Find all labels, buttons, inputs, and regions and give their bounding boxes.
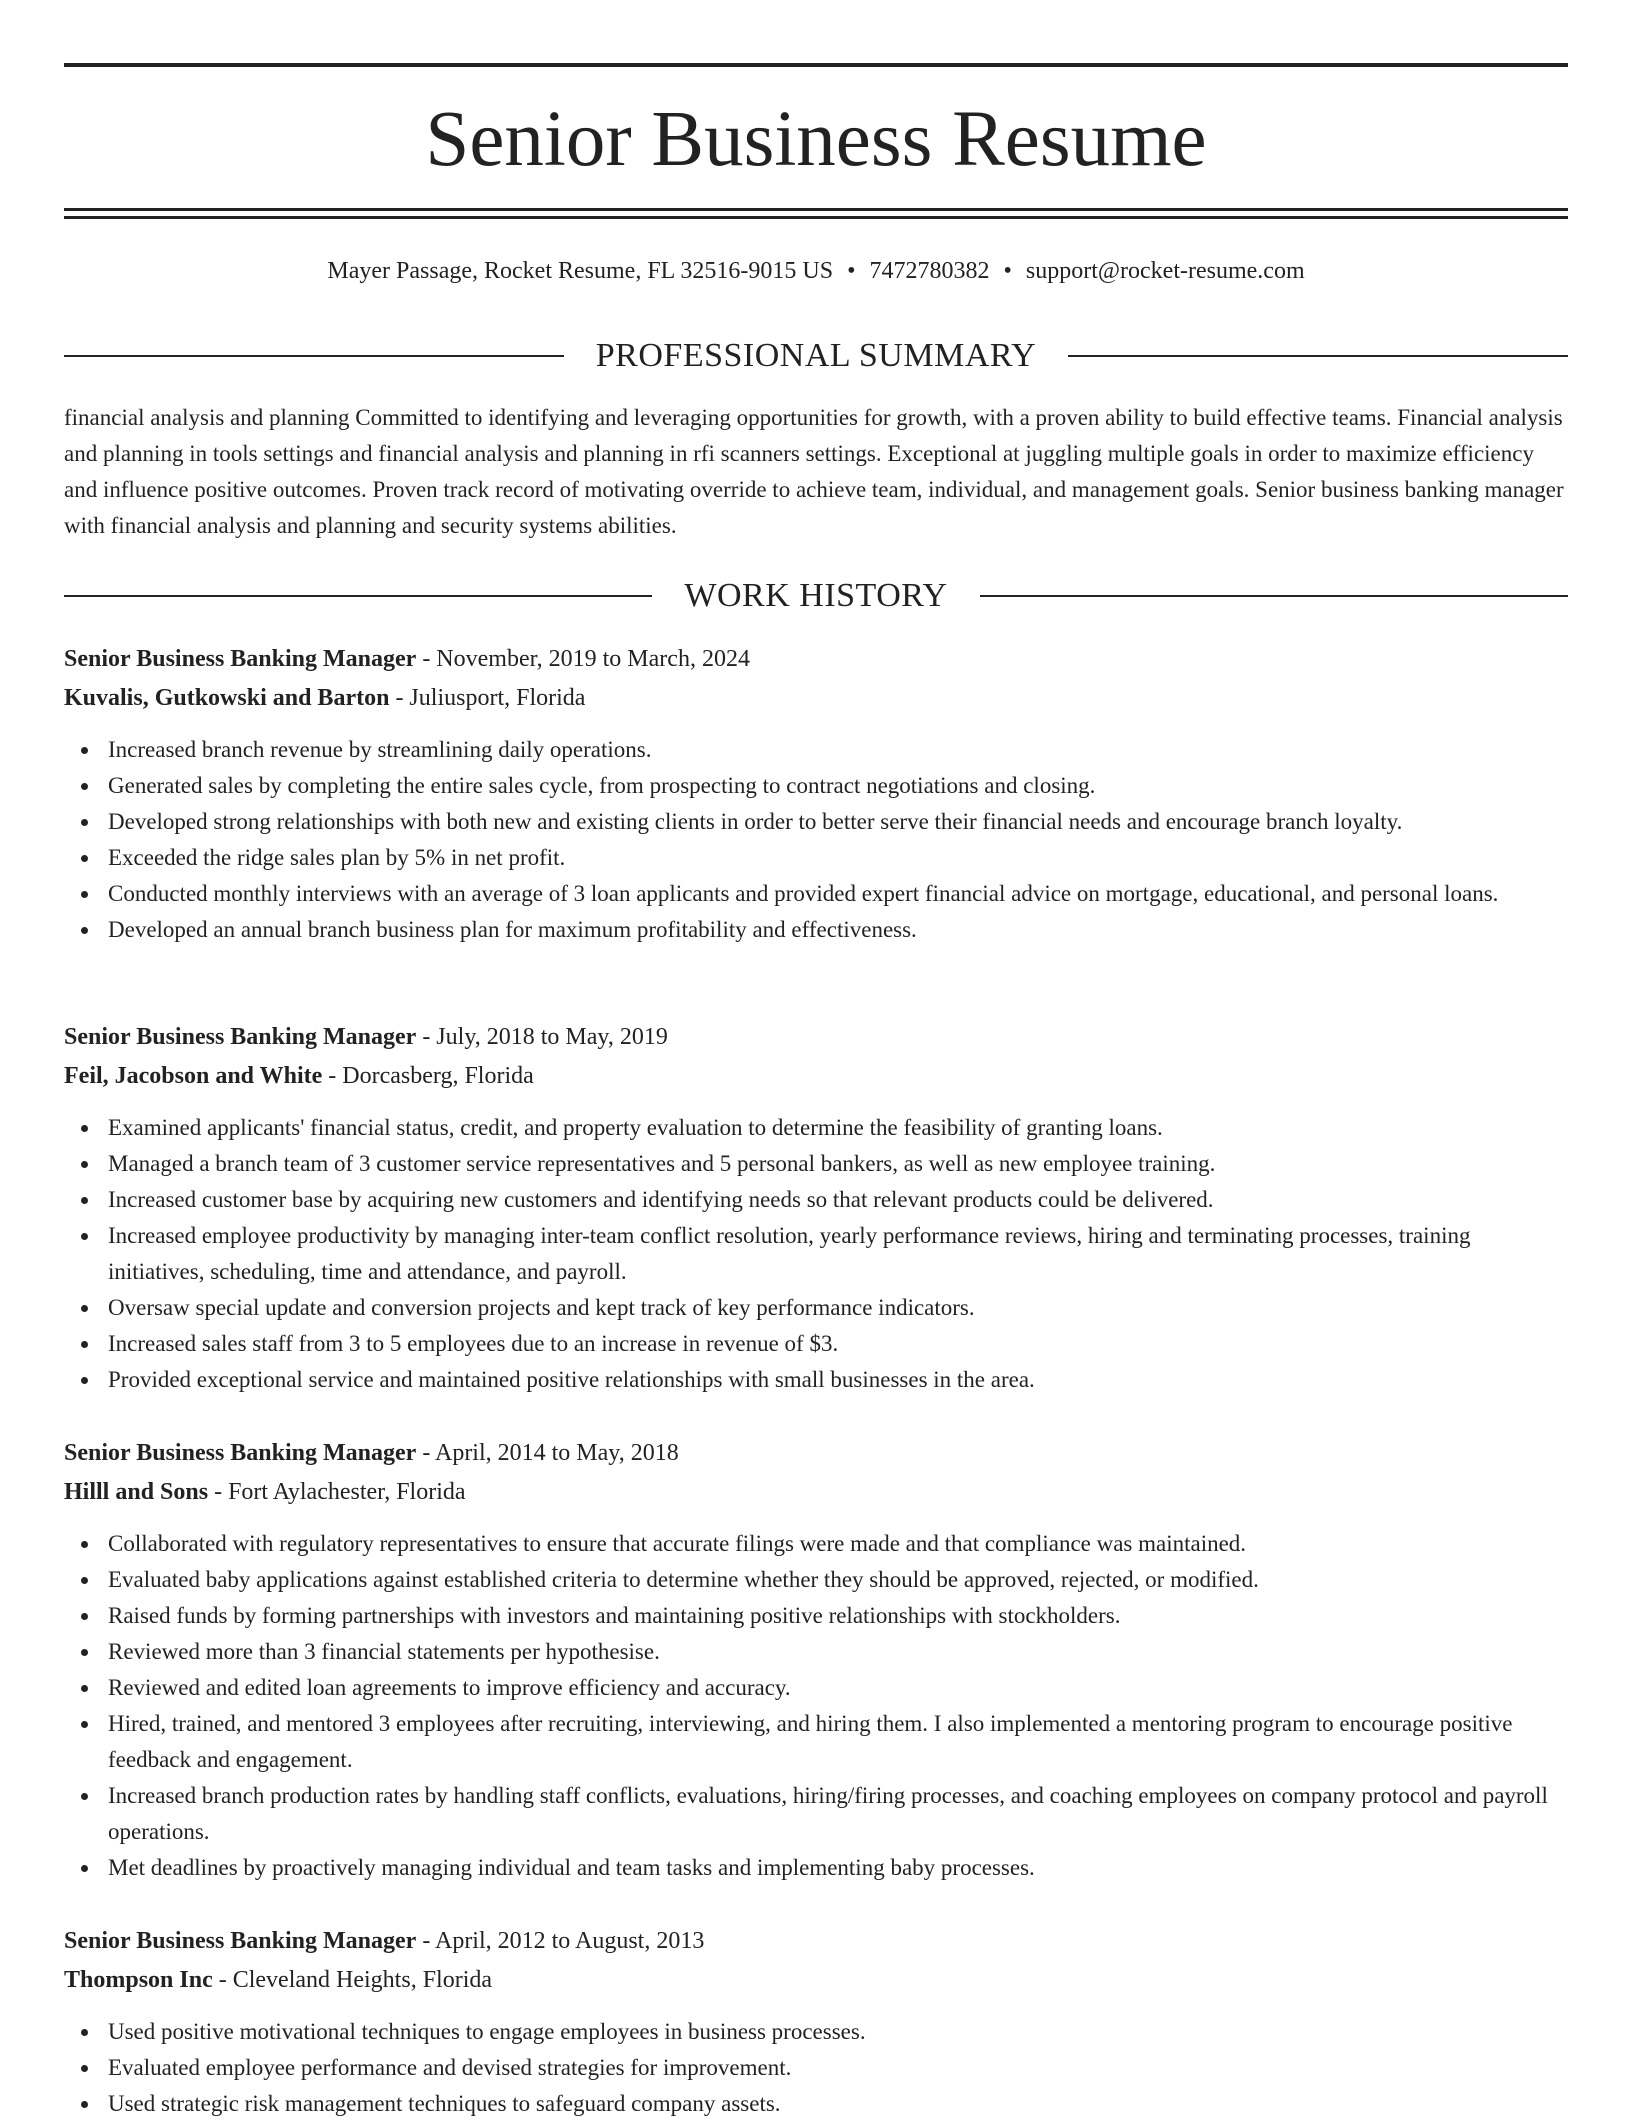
job-title: Senior Business Banking Manager (64, 1928, 417, 1954)
job-company: Thompson Inc (64, 1967, 213, 1993)
job-entry (64, 1018, 1568, 1398)
job-bullet: Increased employee productivity by managing inter-team conflict resolution, yearly performance reviews, hiring and terminating processes, training initiatives, scheduling, time and attendance, and payroll. (108, 1218, 1568, 1290)
job-bullet: Examined applicants' financial status, credit, and property evaluation to determine the feasibility of granting loans. (108, 1110, 1568, 1146)
job-company-line (64, 679, 1568, 718)
job-dates: - April, 2012 to August, 2013 (416, 1928, 705, 1954)
summary-text: financial analysis and planning Committed to identifying and leveraging opportunities for growth, with a proven ability to build effective teams. Financial analysis and planning in tools settings and financial analysis and planning in rfi scanners settings. Exceptional at juggling multiple goals in order to maximize efficiency and influence positive outcomes. Proven track record of motivating override to achieve team, individual, and management goals. Senior business banking manager with financial analysis and planning and security systems abilities. (64, 405, 1564, 538)
contact-line (64, 254, 1568, 288)
job-company: Hilll and Sons (64, 1479, 209, 1505)
job-bullet: Developed strong relationships with both new and existing clients in order to better serve their financial needs and encourage branch loyalty. (108, 804, 1568, 840)
job-bullet: Developed an annual branch business plan for maximum profitability and effectiveness. (108, 912, 1568, 948)
header-double-rule-lower (64, 216, 1568, 219)
job-dates: - April, 2014 to May, 2018 (416, 1440, 679, 1466)
job-bullet: Increased branch production rates by handling staff conflicts, evaluations, hiring/firing processes, and coaching employees on company protocol and payroll operations. (108, 1778, 1568, 1850)
job-bullet: Provided exceptional service and maintained positive relationships with small businesses in the area. (108, 1362, 1568, 1398)
job-title-line (64, 1922, 1568, 1961)
job-location: - Fort Aylachester, Florida (208, 1479, 466, 1505)
job-location: - Juliusport, Florida (389, 685, 586, 711)
job-title-line (64, 640, 1568, 679)
job-bullet: Raised funds by forming partnerships with investors and maintaining positive relationships with stockholders. (108, 1598, 1568, 1634)
header-double-rule-upper (64, 208, 1568, 211)
summary-heading (64, 334, 1568, 378)
job-bullet: Collaborated with regulatory representatives to ensure that accurate filings were made and that compliance was maintained. (108, 1526, 1568, 1562)
heading-rule-right (980, 595, 1568, 597)
job-bullets (64, 1110, 1568, 1398)
job-title-line (64, 1434, 1568, 1473)
job-title: Senior Business Banking Manager (64, 646, 417, 672)
job-bullet: Hired, trained, and mentored 3 employees after recruiting, interviewing, and hiring them. I also implemented a mentoring program to encourage positive feedback and engagement. (108, 1706, 1568, 1778)
contact-separator: • (847, 258, 856, 284)
job-location: - Dorcasberg, Florida (322, 1063, 534, 1089)
contact-address: Mayer Passage, Rocket Resume, FL 32516-9015 US (327, 258, 834, 284)
job-company-line (64, 1961, 1568, 2000)
job-entry (64, 640, 1568, 948)
contact-separator: • (1003, 258, 1012, 284)
job-bullet: Evaluated baby applications against established criteria to determine whether they should be approved, rejected, or modified. (108, 1562, 1568, 1598)
job-bullets (64, 732, 1568, 948)
job-bullet: Reviewed and edited loan agreements to improve efficiency and accuracy. (108, 1670, 1568, 1706)
job-bullet: Managed a branch team of 3 customer service representatives and 5 personal bankers, as well as new employee training. (108, 1146, 1568, 1182)
job-bullet: Used positive motivational techniques to engage employees in business processes. (108, 2014, 1568, 2050)
job-dates: - July, 2018 to May, 2019 (416, 1024, 668, 1050)
contact-email: support@rocket-resume.com (1025, 258, 1305, 284)
job-bullets (64, 1526, 1568, 1886)
heading-rule-right (1068, 355, 1568, 357)
job-bullet: Increased sales staff from 3 to 5 employees due to an increase in revenue of $3. (108, 1326, 1568, 1362)
job-bullet: Increased branch revenue by streamlining daily operations. (108, 732, 1568, 768)
job-bullet: Met deadlines by proactively managing individual and team tasks and implementing baby processes. (108, 1850, 1568, 1886)
job-entry (64, 1434, 1568, 1886)
job-company-line (64, 1473, 1568, 1512)
job-entry (64, 1922, 1568, 2122)
heading-rule-left (64, 355, 564, 357)
job-location: - Cleveland Heights, Florida (212, 1967, 493, 1993)
job-bullets (64, 2014, 1568, 2122)
header-top-rule (64, 63, 1568, 67)
job-bullet: Evaluated employee performance and devised strategies for improvement. (108, 2050, 1568, 2086)
job-company: Feil, Jacobson and White (64, 1063, 323, 1089)
contact-phone: 7472780382 (869, 258, 990, 284)
job-bullet: Reviewed more than 3 financial statements per hypothesise. (108, 1634, 1568, 1670)
resume-title: Senior Business Resume (425, 96, 1207, 183)
job-bullet: Conducted monthly interviews with an average of 3 loan applicants and provided expert financial advice on mortgage, educational, and personal loans. (108, 876, 1568, 912)
job-bullet: Increased customer base by acquiring new customers and identifying needs so that relevant products could be delivered. (108, 1182, 1568, 1218)
job-bullet: Used strategic risk management techniques to safeguard company assets. (108, 2086, 1568, 2122)
job-title-line (64, 1018, 1568, 1057)
work-history-heading-title: WORK HISTORY (684, 577, 948, 614)
job-bullet: Generated sales by completing the entire sales cycle, from prospecting to contract negotiations and closing. (108, 768, 1568, 804)
heading-rule-left (64, 595, 652, 597)
job-bullet: Exceeded the ridge sales plan by 5% in net profit. (108, 840, 1568, 876)
summary-heading-title: PROFESSIONAL SUMMARY (595, 337, 1037, 374)
work-history-heading (64, 574, 1568, 618)
job-company: Kuvalis, Gutkowski and Barton (64, 685, 390, 711)
job-company-line (64, 1057, 1568, 1096)
job-bullet: Oversaw special update and conversion projects and kept track of key performance indicators. (108, 1290, 1568, 1326)
job-title: Senior Business Banking Manager (64, 1440, 417, 1466)
job-dates: - November, 2019 to March, 2024 (416, 646, 750, 672)
job-title: Senior Business Banking Manager (64, 1024, 417, 1050)
